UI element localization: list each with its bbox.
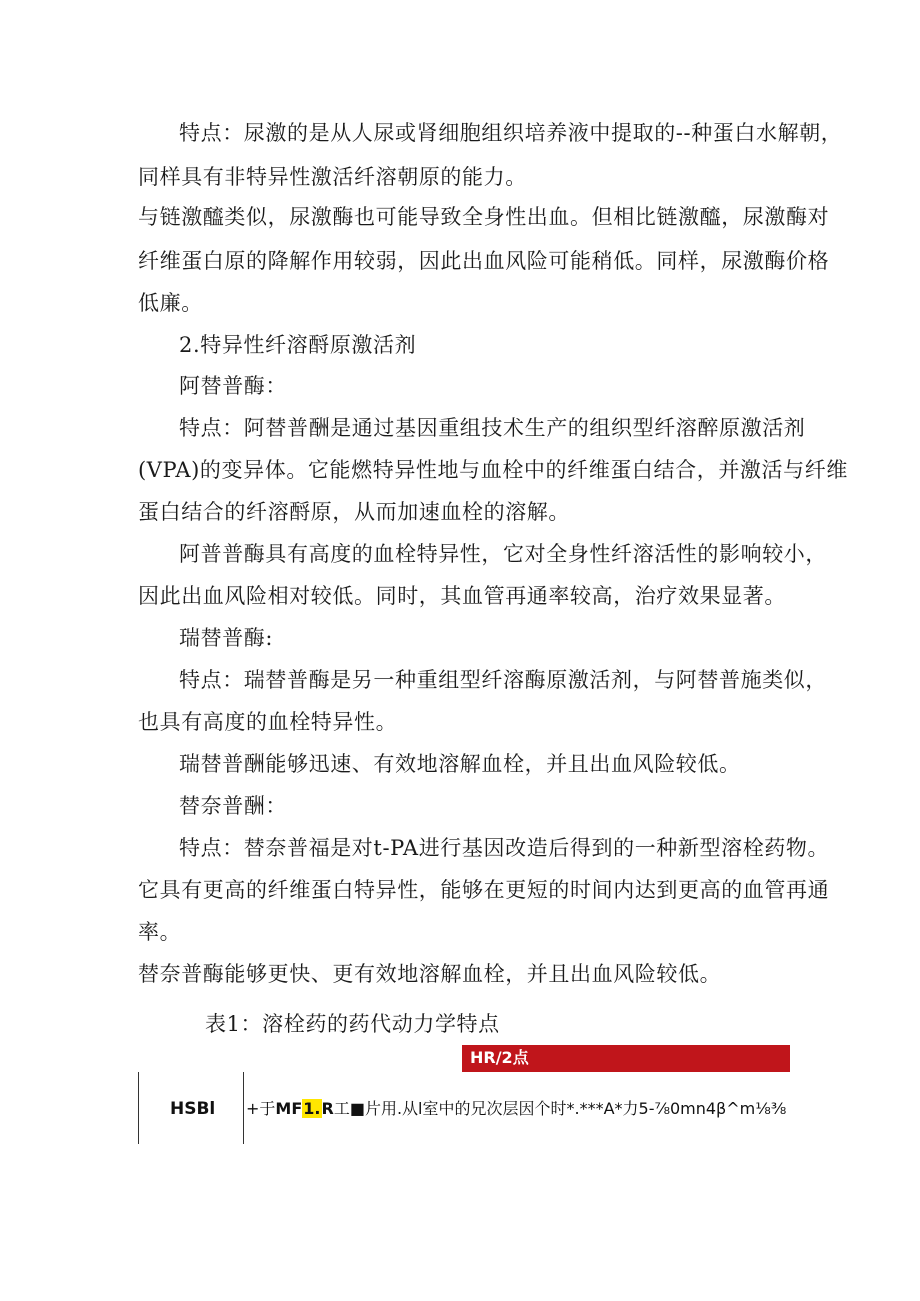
paragraph-line: 与链激醯类似，尿激酶也可能导致全身性出血。但相比链激醯，尿激酶对 <box>138 205 830 229</box>
paragraph-line: 特点：阿替普酬是通过基因重组技术生产的组织型纤溶醉原激活剂 <box>179 416 806 440</box>
paragraph-line: 低廉。 <box>138 291 203 315</box>
table-border-divider <box>243 1072 244 1144</box>
table-header-bar <box>462 1045 790 1072</box>
paragraph-line: 替奈普酶能够更快、更有效地溶解血栓，并且出血风险较低。 <box>138 962 722 986</box>
section-heading: 2.特异性纤溶酹原激活剂 <box>179 333 417 357</box>
paragraph-line: 纤维蛋白原的降解作用较弱，因此出血风险可能稍低。同样，尿激酶价格 <box>138 249 830 273</box>
paragraph-line: 瑞替普酬能够迅速、有效地溶解血栓，并且出血风险较低。 <box>179 752 741 776</box>
table-row-label: HSBl <box>170 1099 216 1119</box>
paragraph-line: 阿普普酶具有高度的血栓特异性，它对全身性纤溶活性的影响较小， <box>179 542 827 566</box>
paragraph-line: 同样具有非特异性激活纤溶朝原的能力。 <box>138 165 527 189</box>
table-header-label: HR/2点 <box>470 1048 529 1067</box>
paragraph-line: 因此出血风险相对较低。同时，其血管再通率较高，治疗效果显著。 <box>138 584 786 608</box>
paragraph-line: 特点：尿激的是从人尿或肾细胞组织培养液中提取的--种蛋白水解朝， <box>179 121 843 145</box>
cell-rest: 工■片用.从l室中的兄次层因个时*.***A*力5-⅞0mn4β^m⅛⅜ <box>333 1099 787 1118</box>
paragraph-line: 蛋白结合的纤溶酹原，从而加速血栓的溶解。 <box>138 500 570 524</box>
table-cell <box>246 1096 786 1122</box>
paragraph-line: (VPA)的变异体。它能燃特异性地与血栓中的纤维蛋白结合，并激活与纤维 <box>138 458 848 482</box>
drug-heading: 阿替普酶： <box>179 374 287 398</box>
paragraph-line: 特点：瑞替普酶是另一种重组型纤溶酶原激活剂，与阿替普施类似， <box>179 668 827 692</box>
paragraph-line: 率。 <box>138 920 182 944</box>
drug-heading: 瑞替普酶: <box>179 626 274 650</box>
cell-highlight: 1. <box>303 1099 321 1118</box>
paragraph-line: 也具有高度的血栓特异性。 <box>138 710 398 734</box>
cell-bold-mf: MF <box>275 1099 303 1118</box>
cell-prefix: +于 <box>246 1099 276 1118</box>
drug-heading: 替奈普酬： <box>179 794 287 818</box>
table-title: 表1：溶栓药的药代动力学特点 <box>205 1012 500 1036</box>
paragraph-line: 它具有更高的纤维蛋白特异性，能够在更短的时间内达到更高的血管再通 <box>138 878 830 902</box>
paragraph-line: 特点：替奈普福是对t-PA进行基因改造后得到的一种新型溶栓药物。 <box>179 836 830 860</box>
cell-bold-r: R <box>321 1099 334 1118</box>
table-border-left <box>138 1072 139 1144</box>
